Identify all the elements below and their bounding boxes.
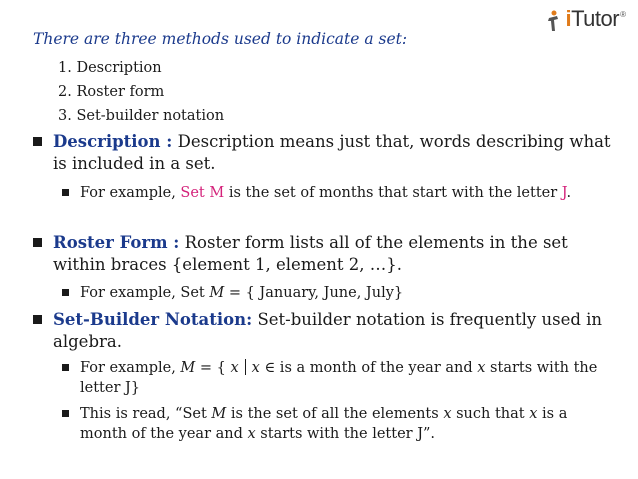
- example-text: is a month of the year and: [80, 406, 568, 442]
- bullet-square-icon: [33, 315, 42, 324]
- example-text: = { January, June, July}: [224, 285, 404, 301]
- bullet-square-icon: [62, 364, 69, 371]
- description-example: [62, 183, 612, 203]
- bullet-square-icon: [62, 189, 69, 196]
- logo-registered: ®: [620, 10, 626, 19]
- example-text: For example, Set: [80, 285, 210, 301]
- itutor-logo: [545, 6, 626, 32]
- example-var: M: [209, 285, 225, 301]
- logo-figure-icon: [545, 10, 561, 32]
- example-text: is the set of all the elements: [226, 406, 444, 422]
- example-highlight: Set M: [180, 185, 225, 201]
- setbuilder-text: Set-builder notation is frequently used in algebra.: [53, 310, 603, 351]
- method-item: 2. Roster form: [58, 84, 165, 100]
- setbuilder-term: Set-Builder Notation:: [53, 310, 253, 329]
- setbuilder-bullet: [33, 309, 613, 353]
- method-item: 3. Set-builder notation: [58, 108, 225, 124]
- example-var: x: [230, 360, 239, 376]
- such-that-bar: [245, 359, 246, 375]
- example-var: x: [443, 406, 452, 422]
- description-text: Description means just that, words describing what is included in a set.: [53, 132, 611, 173]
- description-term: Description :: [53, 132, 173, 151]
- method-item: 1. Description: [58, 60, 162, 76]
- example-text: This is read, “Set: [80, 406, 212, 422]
- example-highlight: J: [561, 185, 567, 201]
- bullet-square-icon: [33, 137, 42, 146]
- example-var: M: [180, 360, 196, 376]
- setbuilder-example: [62, 358, 612, 398]
- example-var: M: [211, 406, 227, 422]
- methods-list: [58, 56, 224, 128]
- roster-term: Roster Form :: [53, 233, 180, 252]
- example-text: .: [566, 185, 572, 201]
- example-var: x: [251, 360, 260, 376]
- intro-heading: There are three methods used to indicate a set:: [33, 30, 408, 48]
- example-var: x: [247, 426, 256, 442]
- example-text: ∈ is a month of the year and: [259, 360, 478, 376]
- description-bullet: [33, 131, 613, 175]
- bullet-square-icon: [62, 410, 69, 417]
- example-text: starts with the letter J}: [80, 360, 598, 396]
- example-text: starts with the letter J”.: [255, 426, 436, 442]
- example-var: x: [477, 360, 486, 376]
- example-var: x: [529, 406, 538, 422]
- example-text: For example,: [80, 185, 181, 201]
- setbuilder-reading: [62, 404, 612, 444]
- example-text: is the set of months that start with the letter: [224, 185, 562, 201]
- example-text: such that: [451, 406, 530, 422]
- roster-example: [62, 283, 612, 303]
- bullet-square-icon: [62, 289, 69, 296]
- bullet-square-icon: [33, 238, 42, 247]
- logo-text: iTutor: [565, 6, 620, 31]
- roster-bullet: [33, 232, 613, 276]
- example-text: = {: [195, 360, 231, 376]
- roster-text: Roster form lists all of the elements in the set within braces {element 1, element 2, …}.: [53, 233, 568, 274]
- example-text: For example,: [80, 360, 181, 376]
